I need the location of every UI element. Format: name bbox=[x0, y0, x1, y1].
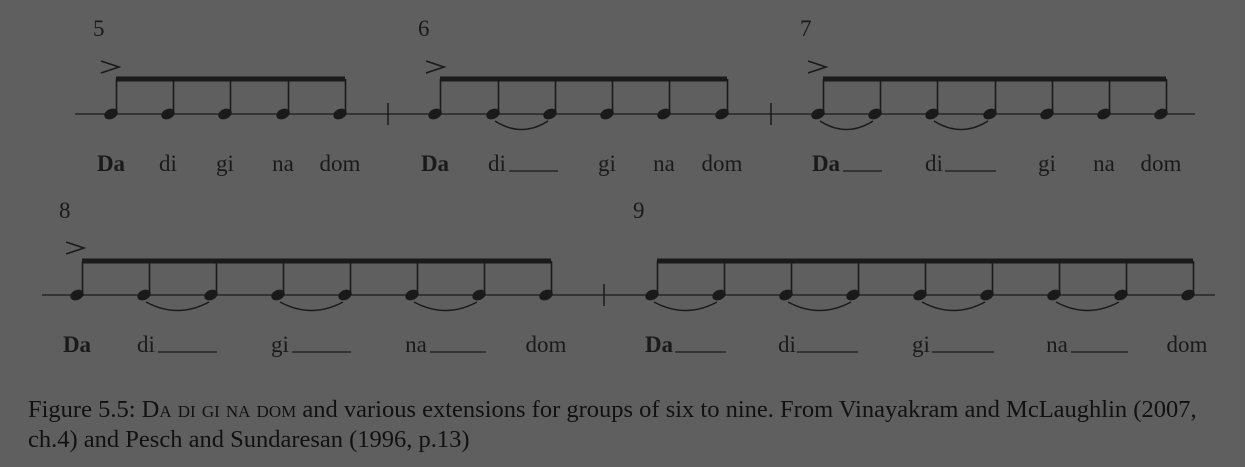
syllable-dom: dom bbox=[525, 332, 567, 357]
syllable-da: Da bbox=[96, 151, 126, 176]
syllable-di: di bbox=[925, 151, 943, 176]
syllable-dom: dom bbox=[701, 151, 743, 176]
syllable-na: na bbox=[272, 151, 294, 176]
syllable-na: na bbox=[405, 332, 427, 357]
accent-mark bbox=[426, 61, 444, 73]
tie bbox=[280, 302, 343, 311]
syllable-di: di bbox=[137, 332, 155, 357]
tie bbox=[146, 302, 209, 311]
syllable-di: di bbox=[159, 151, 177, 176]
syllable-da: Da bbox=[420, 151, 450, 176]
syllable-dom: dom bbox=[319, 151, 361, 176]
beam bbox=[440, 77, 727, 82]
tie bbox=[1056, 302, 1119, 311]
syllable-da: Da bbox=[62, 332, 92, 357]
syllable-di: di bbox=[778, 332, 796, 357]
figure-caption bbox=[28, 395, 1233, 455]
syllable-gi: gi bbox=[1038, 151, 1056, 176]
syllable-dom: dom bbox=[1140, 151, 1182, 176]
tie bbox=[414, 302, 477, 311]
syllable-di: di bbox=[488, 151, 506, 176]
tie bbox=[934, 121, 988, 130]
tie bbox=[820, 121, 873, 130]
syllable-da: Da bbox=[644, 332, 674, 357]
syllable-na: na bbox=[1093, 151, 1115, 176]
tie bbox=[654, 302, 717, 311]
syllable-gi: gi bbox=[216, 151, 234, 176]
syllable-gi: gi bbox=[912, 332, 930, 357]
tie bbox=[495, 121, 548, 130]
caption-label: Figure 5.5: bbox=[28, 396, 136, 423]
accent-mark bbox=[808, 61, 826, 73]
syllable-da: Da bbox=[811, 151, 841, 176]
syllable-na: na bbox=[1046, 332, 1068, 357]
measure-number-5: 5 bbox=[93, 16, 105, 41]
tie bbox=[922, 302, 985, 311]
measure-number-6: 6 bbox=[418, 16, 430, 41]
accent-mark bbox=[66, 242, 84, 254]
syllable-na: na bbox=[653, 151, 675, 176]
syllable-gi: gi bbox=[271, 332, 289, 357]
measure-number-7: 7 bbox=[800, 16, 812, 41]
beam bbox=[823, 77, 1166, 82]
caption-text: and various extensions for groups of six to nine. From Vinayakram and McLaughlin (2007, ch.4) and Pesch and Sundaresan (1996, p.13) bbox=[28, 396, 1197, 453]
caption-title: Da di gi na dom bbox=[141, 396, 297, 423]
measure-number-8: 8 bbox=[59, 198, 71, 223]
accent-mark bbox=[101, 61, 119, 73]
tie bbox=[788, 302, 851, 311]
measure-number-9: 9 bbox=[633, 198, 645, 223]
beam bbox=[82, 259, 551, 264]
syllable-dom: dom bbox=[1166, 332, 1208, 357]
syllable-gi: gi bbox=[598, 151, 616, 176]
